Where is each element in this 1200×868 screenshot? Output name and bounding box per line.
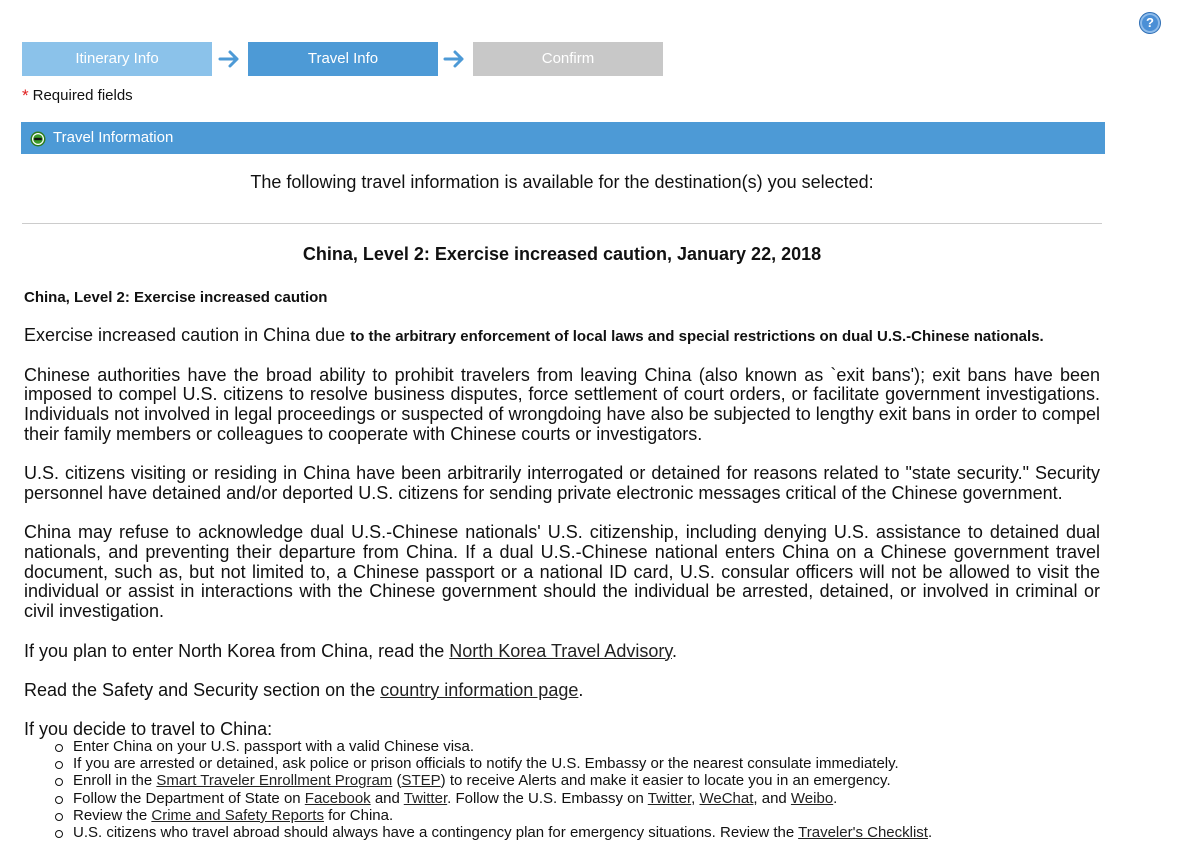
required-fields-note: [22, 86, 133, 106]
north-korea-note: [24, 642, 1100, 662]
advisory-paragraph: China may refuse to acknowledge dual U.S.-Chinese nationals' U.S. citizenship, including denying U.S. assistance to detained dual nationals, and preventing their departure from China. If a dual U.S.-Chinese national enters China on a Chinese government travel document, such as, but not limited to, a Chinese passport or a national ID card, U.S. consular officers will not be allowed to visit the individual or assist in interactions with the Chinese government should the individual be arrested, detained, or involved in criminal or civil investigation.: [24, 522, 1100, 622]
list-item: [52, 772, 1102, 789]
list-item: [52, 807, 1102, 824]
advisory-paragraph: U.S. citizens visiting or residing in China have been arbitrarily interrogated or detained for reasons related to "state security." Security personnel have detained and/or deported U.S. citizens for sending private electronic messages critical of the Chinese government.: [24, 463, 1100, 503]
advisory-lead: [24, 326, 1100, 347]
safety-note: [24, 681, 1100, 701]
list-text: . Follow the U.S. Embassy on: [447, 789, 648, 807]
travel-information-section-header[interactable]: [21, 122, 1105, 154]
lead-text: Exercise increased caution in China due: [24, 325, 346, 345]
list-text: Review the: [73, 806, 152, 824]
smart-traveler-link[interactable]: Smart Traveler Enrollment Program: [156, 772, 393, 790]
list-text: , and: [753, 789, 791, 807]
step-link[interactable]: STEP: [401, 772, 441, 790]
advisory-content: [24, 326, 1100, 760]
list-item: [52, 790, 1102, 807]
required-star: *: [22, 86, 29, 105]
list-text: (: [392, 772, 402, 790]
lead-bold: to the arbitrary enforcement of local laws and special restrictions on dual U.S.-Chinese nationals.: [350, 328, 1044, 345]
safety-post: .: [578, 679, 584, 700]
intro-text: The following travel information is available for the destination(s) you selected:: [250, 172, 874, 192]
list-text: .: [833, 789, 838, 807]
travel-tips-list: [52, 738, 1102, 841]
crime-safety-reports-link[interactable]: Crime and Safety Reports: [151, 806, 324, 824]
list-text: Follow the Department of State on: [73, 789, 305, 807]
list-text: U.S. citizens who travel abroad should always have a contingency plan for emergency situations. Review the: [73, 824, 799, 842]
country-information-link[interactable]: country information page: [380, 679, 579, 700]
wechat-link[interactable]: WeChat: [699, 789, 754, 807]
collapse-icon[interactable]: [30, 131, 46, 147]
embassy-twitter-link[interactable]: Twitter: [647, 789, 692, 807]
north-korea-advisory-link[interactable]: North Korea Travel Advisory: [449, 640, 672, 661]
advisory-paragraph: Chinese authorities have the broad ability to prohibit travelers from leaving China (also known as `exit bans'); exit bans have been imposed to compel U.S. citizens to resolve business disputes, force settlement of court orders, or facilitate government investigations. Individuals not involved in legal proceedings or suspected of wrongdoing have also be subjected to lengthy exit bans in order to compel their family members or colleagues to cooperate with Chinese courts or investigators.: [24, 364, 1100, 444]
divider: [22, 223, 1102, 224]
list-text: and: [370, 789, 404, 807]
required-label: Required fields: [32, 87, 133, 104]
arrow-right-icon: [218, 48, 242, 70]
list-text: ) to receive Alerts and make it easier to locate you in an emergency.: [440, 772, 891, 790]
help-icon[interactable]: ?: [1139, 12, 1161, 34]
facebook-link[interactable]: Facebook: [304, 789, 371, 807]
list-text: Enroll in the: [73, 772, 157, 790]
list-text: ,: [691, 789, 700, 807]
arrow-right-icon: [443, 48, 467, 70]
state-twitter-link[interactable]: Twitter: [403, 789, 448, 807]
advisory-heading: China, Level 2: Exercise increased caution, January 22, 2018: [302, 244, 822, 264]
travelers-checklist-link[interactable]: Traveler's Checklist: [798, 824, 928, 842]
list-text: .: [927, 824, 933, 842]
weibo-link[interactable]: Weibo: [790, 789, 834, 807]
list-item: [52, 824, 1102, 841]
list-text: for China.: [323, 806, 394, 824]
advisory-subheading: China, Level 2: Exercise increased caution: [24, 289, 328, 306]
list-item: Enter China on your U.S. passport with a valid Chinese visa.: [52, 738, 1102, 755]
safety-pre: Read the Safety and Security section on the: [24, 679, 381, 700]
list-item: If you are arrested or detained, ask police or prison officials to notify the U.S. Embassy or the nearest consulate immediately.: [52, 755, 1102, 772]
step-travel-info[interactable]: Travel Info: [248, 42, 438, 76]
decide-heading: If you decide to travel to China:: [24, 719, 273, 740]
step-confirm[interactable]: Confirm: [473, 42, 663, 76]
section-title: Travel Information: [53, 129, 174, 146]
nk-post: .: [672, 640, 678, 661]
nk-pre: If you plan to enter North Korea from China, read the: [24, 640, 450, 661]
step-itinerary-info[interactable]: Itinerary Info: [22, 42, 212, 76]
